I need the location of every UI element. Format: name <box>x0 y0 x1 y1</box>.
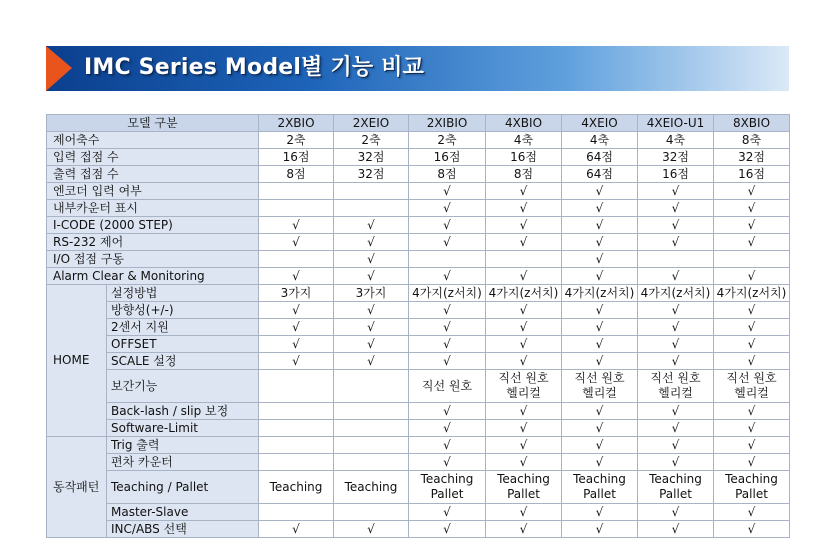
value-line: 직선 원호 <box>574 371 625 385</box>
value-cell: 8점 <box>409 166 486 183</box>
value-line: Pallet <box>659 487 692 501</box>
value-cell: √ <box>486 183 562 200</box>
value-cell: √ <box>714 336 790 353</box>
value-cell: √ <box>562 437 638 454</box>
value-cell: √ <box>409 437 486 454</box>
table-row <box>47 521 790 538</box>
value-cell: √ <box>714 319 790 336</box>
value-line: 직선 원호 <box>650 371 701 385</box>
value-cell: √ <box>638 454 714 471</box>
value-cell: √ <box>638 420 714 437</box>
row-label: 내부카운터 표시 <box>47 200 259 217</box>
value-cell: √ <box>486 217 562 234</box>
value-cell: √ <box>562 251 638 268</box>
group-label: 동작패턴 <box>47 437 107 538</box>
value-cell: √ <box>562 353 638 370</box>
value-cell: √ <box>562 319 638 336</box>
table-row <box>47 353 790 370</box>
row-label: Teaching / Pallet <box>107 471 259 504</box>
value-cell: 8점 <box>259 166 334 183</box>
value-cell <box>638 370 714 403</box>
model-header: 2XBIO <box>259 115 334 132</box>
value-cell: √ <box>638 437 714 454</box>
value-cell: 4가지(z서치) <box>486 285 562 302</box>
row-label: 보간기능 <box>107 370 259 403</box>
value-cell: √ <box>334 336 409 353</box>
value-cell <box>714 370 790 403</box>
value-cell: √ <box>714 234 790 251</box>
table-row <box>47 200 790 217</box>
value-cell: 2축 <box>259 132 334 149</box>
row-label: INC/ABS 선택 <box>107 521 259 538</box>
value-cell: √ <box>638 353 714 370</box>
value-cell: √ <box>486 454 562 471</box>
value-cell <box>334 183 409 200</box>
value-cell <box>562 471 638 504</box>
title-banner <box>46 46 789 91</box>
row-label: Trig 출력 <box>107 437 259 454</box>
value-cell: 8점 <box>486 166 562 183</box>
value-cell: 8축 <box>714 132 790 149</box>
table-row <box>47 251 790 268</box>
value-cell: √ <box>714 353 790 370</box>
value-cell <box>334 454 409 471</box>
value-cell: √ <box>638 336 714 353</box>
arrow-icon <box>46 46 72 91</box>
value-cell: √ <box>638 268 714 285</box>
value-cell <box>334 420 409 437</box>
value-cell: √ <box>562 183 638 200</box>
value-cell <box>486 471 562 504</box>
value-cell: 2축 <box>409 132 486 149</box>
value-cell: √ <box>409 336 486 353</box>
value-cell: 32점 <box>334 166 409 183</box>
table-row <box>47 183 790 200</box>
value-line: 직선 원호 <box>421 378 473 393</box>
value-cell: √ <box>409 183 486 200</box>
value-cell: √ <box>714 268 790 285</box>
value-cell: √ <box>714 302 790 319</box>
value-cell: √ <box>334 319 409 336</box>
model-header: 4XEIO <box>562 115 638 132</box>
value-cell: √ <box>562 454 638 471</box>
value-line: 헬리컬 <box>734 386 769 400</box>
table-row <box>47 285 790 302</box>
value-cell <box>334 200 409 217</box>
value-cell: √ <box>486 302 562 319</box>
value-cell: √ <box>714 200 790 217</box>
value-cell <box>714 251 790 268</box>
value-cell <box>562 370 638 403</box>
value-cell: 3가지 <box>259 285 334 302</box>
value-cell: √ <box>638 200 714 217</box>
value-cell: √ <box>486 319 562 336</box>
row-label: RS-232 제어 <box>47 234 259 251</box>
value-cell: √ <box>334 302 409 319</box>
table-row <box>47 403 790 420</box>
value-cell: √ <box>714 454 790 471</box>
value-cell: 4가지(z서치) <box>714 285 790 302</box>
value-cell: √ <box>562 268 638 285</box>
value-cell <box>334 504 409 521</box>
value-cell: 4가지(z서치) <box>562 285 638 302</box>
value-cell <box>409 471 486 504</box>
value-cell: 32점 <box>714 149 790 166</box>
row-label: Master-Slave <box>107 504 259 521</box>
value-cell <box>334 403 409 420</box>
value-line: Pallet <box>507 487 540 501</box>
table-row <box>47 370 790 403</box>
value-cell: √ <box>638 521 714 538</box>
row-label: 설정방법 <box>107 285 259 302</box>
value-cell: √ <box>409 504 486 521</box>
value-cell: √ <box>714 403 790 420</box>
value-cell: 4가지(z서치) <box>409 285 486 302</box>
value-cell <box>409 370 486 403</box>
value-cell: √ <box>562 420 638 437</box>
table-row <box>47 217 790 234</box>
row-label: 입력 접점 수 <box>47 149 259 166</box>
value-line: 직선 원호 <box>726 371 777 385</box>
value-cell: √ <box>562 336 638 353</box>
value-cell: 16점 <box>409 149 486 166</box>
value-cell <box>259 471 334 504</box>
value-cell: 32점 <box>334 149 409 166</box>
value-cell: √ <box>562 302 638 319</box>
value-cell: 64점 <box>562 149 638 166</box>
value-cell: √ <box>259 268 334 285</box>
value-cell: √ <box>638 217 714 234</box>
value-cell <box>259 403 334 420</box>
value-cell: √ <box>409 217 486 234</box>
model-header: 4XEIO-U1 <box>638 115 714 132</box>
value-cell: √ <box>409 454 486 471</box>
value-cell: √ <box>259 521 334 538</box>
value-cell: √ <box>486 437 562 454</box>
value-cell: √ <box>714 437 790 454</box>
value-cell <box>334 471 409 504</box>
table-row <box>47 454 790 471</box>
value-cell <box>259 200 334 217</box>
value-line: Teaching <box>344 479 398 494</box>
value-cell <box>638 251 714 268</box>
value-line: Teaching <box>649 472 702 486</box>
row-label: OFFSET <box>107 336 259 353</box>
value-cell: √ <box>714 420 790 437</box>
value-line: Pallet <box>430 487 464 501</box>
value-cell: √ <box>259 217 334 234</box>
model-header: 2XIBIO <box>409 115 486 132</box>
table-row <box>47 132 790 149</box>
header-label: 모델 구분 <box>47 115 259 132</box>
value-cell <box>486 370 562 403</box>
value-cell <box>486 251 562 268</box>
value-cell <box>259 437 334 454</box>
value-cell <box>334 437 409 454</box>
value-line: Teaching <box>269 479 323 494</box>
value-cell: √ <box>486 420 562 437</box>
value-cell: √ <box>638 234 714 251</box>
value-line: Teaching <box>420 472 474 486</box>
value-cell: √ <box>638 403 714 420</box>
value-cell: √ <box>409 353 486 370</box>
value-cell: √ <box>409 234 486 251</box>
value-cell <box>259 420 334 437</box>
value-cell: √ <box>486 403 562 420</box>
value-cell: √ <box>409 268 486 285</box>
value-cell: √ <box>714 504 790 521</box>
row-label: 제어축수 <box>47 132 259 149</box>
row-label: 2센서 지원 <box>107 319 259 336</box>
value-cell: √ <box>259 319 334 336</box>
value-line: 헬리컬 <box>582 386 617 400</box>
value-cell: √ <box>334 234 409 251</box>
page-title: IMC Series Model별 기능 비교 <box>84 55 425 80</box>
table-row <box>47 504 790 521</box>
value-cell <box>714 471 790 504</box>
value-cell: √ <box>334 217 409 234</box>
table-row <box>47 319 790 336</box>
value-cell: √ <box>486 268 562 285</box>
value-cell: √ <box>714 217 790 234</box>
value-line: 헬리컬 <box>506 386 541 400</box>
value-cell <box>638 471 714 504</box>
value-line: Teaching <box>725 472 778 486</box>
value-cell: 4축 <box>562 132 638 149</box>
row-label: I-CODE (2000 STEP) <box>47 217 259 234</box>
value-cell <box>259 251 334 268</box>
value-cell: √ <box>486 353 562 370</box>
value-cell <box>409 251 486 268</box>
value-cell: 3가지 <box>334 285 409 302</box>
model-header: 8XBIO <box>714 115 790 132</box>
value-cell: √ <box>486 200 562 217</box>
value-cell: √ <box>638 504 714 521</box>
value-line: Teaching <box>497 472 550 486</box>
value-cell: 2축 <box>334 132 409 149</box>
value-cell <box>259 183 334 200</box>
model-header: 4XBIO <box>486 115 562 132</box>
row-label: Back-lash / slip 보정 <box>107 403 259 420</box>
table-row <box>47 471 790 504</box>
row-label: 방향성(+/-) <box>107 302 259 319</box>
value-line: Teaching <box>573 472 626 486</box>
value-line: Pallet <box>735 487 768 501</box>
value-cell: √ <box>562 504 638 521</box>
value-cell: √ <box>334 268 409 285</box>
value-cell: √ <box>409 319 486 336</box>
value-cell: √ <box>334 521 409 538</box>
row-label: 편차 카운터 <box>107 454 259 471</box>
value-cell: √ <box>638 319 714 336</box>
value-cell <box>259 454 334 471</box>
value-line: 직선 원호 <box>498 371 549 385</box>
value-cell: 32점 <box>638 149 714 166</box>
value-cell: √ <box>259 336 334 353</box>
value-cell <box>259 370 334 403</box>
value-cell: 16점 <box>638 166 714 183</box>
value-cell: √ <box>259 302 334 319</box>
value-cell: √ <box>259 234 334 251</box>
table-row <box>47 420 790 437</box>
value-cell: √ <box>562 217 638 234</box>
value-cell: √ <box>638 183 714 200</box>
value-cell: √ <box>409 420 486 437</box>
table-row <box>47 149 790 166</box>
value-cell: √ <box>562 200 638 217</box>
header-row <box>47 115 790 132</box>
table-row <box>47 166 790 183</box>
row-label: Software-Limit <box>107 420 259 437</box>
row-label: 출력 접점 수 <box>47 166 259 183</box>
value-cell: 4가지(z서치) <box>638 285 714 302</box>
value-cell: √ <box>409 403 486 420</box>
table-row <box>47 437 790 454</box>
value-cell: 16점 <box>486 149 562 166</box>
value-cell: √ <box>562 403 638 420</box>
value-line: Pallet <box>583 487 616 501</box>
table-row <box>47 268 790 285</box>
value-cell: √ <box>714 521 790 538</box>
value-cell: √ <box>714 183 790 200</box>
value-cell: 4축 <box>486 132 562 149</box>
model-header: 2XEIO <box>334 115 409 132</box>
group-label: HOME <box>47 285 107 437</box>
row-label: Alarm Clear & Monitoring <box>47 268 259 285</box>
value-cell: √ <box>562 521 638 538</box>
value-cell: √ <box>409 521 486 538</box>
row-label: SCALE 설정 <box>107 353 259 370</box>
value-cell: 16점 <box>714 166 790 183</box>
table-row <box>47 302 790 319</box>
value-cell: √ <box>486 504 562 521</box>
value-cell: 4축 <box>638 132 714 149</box>
value-cell: 64점 <box>562 166 638 183</box>
spec-table <box>46 114 790 538</box>
value-cell: √ <box>334 251 409 268</box>
value-line: 헬리컬 <box>658 386 693 400</box>
value-cell: √ <box>486 521 562 538</box>
value-cell: √ <box>409 200 486 217</box>
value-cell <box>259 504 334 521</box>
value-cell: √ <box>486 336 562 353</box>
value-cell <box>334 370 409 403</box>
value-cell: 16점 <box>259 149 334 166</box>
value-cell: √ <box>334 353 409 370</box>
row-label: I/O 접점 구동 <box>47 251 259 268</box>
row-label: 엔코더 입력 여부 <box>47 183 259 200</box>
value-cell: √ <box>486 234 562 251</box>
table-row <box>47 336 790 353</box>
table-row <box>47 234 790 251</box>
value-cell: √ <box>638 302 714 319</box>
value-cell: √ <box>259 353 334 370</box>
value-cell: √ <box>409 302 486 319</box>
value-cell: √ <box>562 234 638 251</box>
